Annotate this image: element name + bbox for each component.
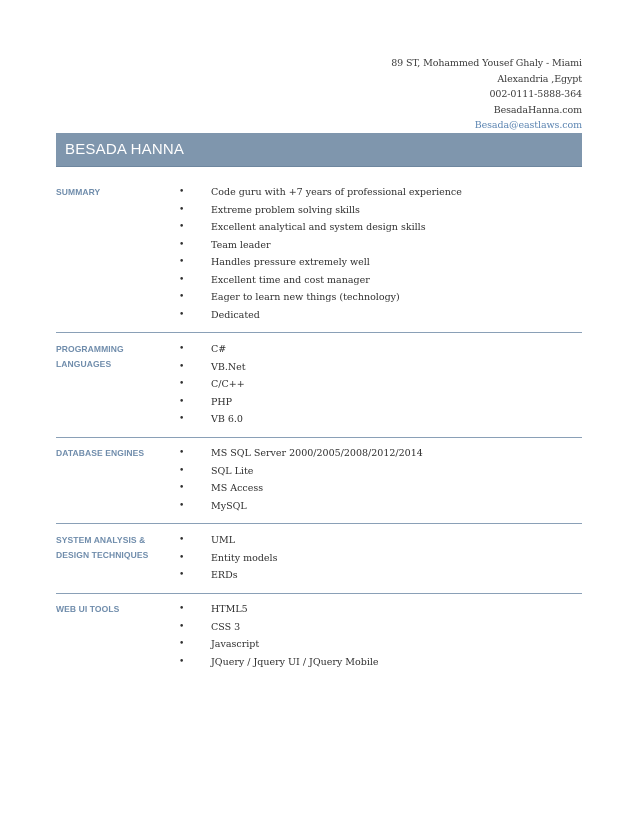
bullet-icon: •	[179, 414, 185, 424]
list-item: • MySQL	[179, 500, 247, 512]
section-divider	[56, 332, 582, 333]
bullet-list	[179, 602, 379, 672]
list-item: • Team leader	[179, 239, 271, 251]
bullet-icon: •	[179, 500, 185, 511]
list-item: • VB.Net	[179, 361, 246, 373]
bullet-icon: •	[179, 396, 185, 407]
bullet-list	[179, 446, 423, 516]
bullet-icon: •	[179, 570, 185, 580]
bullet-icon: •	[179, 239, 185, 250]
list-item: • Excellent time and cost manager	[179, 274, 370, 286]
list-item: • Handles pressure extremely well	[179, 257, 370, 268]
section-divider	[56, 523, 582, 524]
list-item: • ERDs	[179, 570, 238, 581]
bullet-icon: •	[179, 448, 185, 458]
bullet-icon: •	[179, 309, 185, 320]
bullet-icon: •	[179, 292, 185, 302]
website: BesadaHanna.com	[493, 104, 582, 116]
bullet-icon: •	[179, 361, 185, 372]
bullet-list	[179, 533, 277, 586]
bullet-icon: •	[179, 344, 185, 354]
bullet-icon: •	[179, 187, 185, 197]
section-label	[56, 185, 166, 200]
list-item: • Code guru with +7 years of professional experience	[179, 187, 462, 198]
name-banner	[56, 133, 582, 167]
list-item: • MS Access	[179, 483, 264, 494]
list-item: • SQL Lite	[179, 465, 254, 477]
bullet-icon: •	[179, 621, 185, 632]
list-item: • Excellent analytical and system design skills	[179, 222, 426, 233]
list-item: • Dedicated	[179, 309, 260, 321]
section-label	[56, 533, 166, 563]
list-item: • C/C++	[179, 379, 245, 390]
section-divider	[56, 437, 582, 438]
list-item: • Eager to learn new things (technology)	[179, 292, 400, 303]
list-item: • VB 6.0	[179, 414, 243, 425]
address-line-1: 89 ST, Mohammed Yousef Ghaly - Miami	[391, 58, 582, 69]
list-item: • JQuery / Jquery UI / JQuery Mobile	[179, 656, 379, 668]
list-item: • UML	[179, 535, 236, 546]
phone-number: 002-0111-5888-364	[489, 89, 582, 100]
list-item: • Javascript	[179, 639, 260, 650]
section-label-line-1: WEB UI TOOLS	[56, 604, 120, 614]
list-item: • Entity models	[179, 552, 278, 564]
list-item: • HTML5	[179, 604, 248, 615]
bullet-icon: •	[179, 465, 185, 476]
bullet-icon: •	[179, 483, 185, 493]
section-label-line-1: SYSTEM ANALYSIS &	[56, 535, 146, 545]
bullet-icon: •	[179, 204, 185, 215]
section-label-line-1: DATABASE ENGINES	[56, 448, 145, 458]
bullet-icon: •	[179, 222, 185, 232]
bullet-icon: •	[179, 257, 185, 267]
candidate-name: BESADA HANNA	[65, 141, 185, 158]
list-item: • PHP	[179, 396, 233, 408]
section-label	[56, 342, 166, 372]
list-item: • MS SQL Server 2000/2005/2008/2012/2014	[179, 448, 423, 459]
bullet-icon: •	[179, 656, 185, 667]
bullet-icon: •	[179, 639, 185, 649]
bullet-icon: •	[179, 379, 185, 389]
bullet-icon: •	[179, 604, 185, 614]
section-label	[56, 602, 166, 617]
section-divider	[56, 593, 582, 594]
list-item: • CSS 3	[179, 621, 241, 633]
section-label-line-1: SUMMARY	[56, 187, 101, 197]
section-label-line-2: LANGUAGES	[56, 359, 112, 369]
bullet-list	[179, 342, 246, 430]
address-line-2: Alexandria ,Egypt	[497, 73, 582, 85]
email-link[interactable]: Besada@eastlaws.com	[474, 120, 582, 131]
bullet-icon: •	[179, 274, 185, 285]
bullet-list	[179, 185, 462, 325]
list-item: • C#	[179, 344, 227, 355]
list-item: • Extreme problem solving skills	[179, 204, 360, 216]
section-label-line-2: DESIGN TECHNIQUES	[56, 550, 149, 560]
contact-block	[391, 56, 582, 134]
section-label-line-1: PROGRAMMING	[56, 344, 124, 354]
section-label	[56, 446, 166, 461]
bullet-icon: •	[179, 535, 185, 545]
bullet-icon: •	[179, 552, 185, 563]
